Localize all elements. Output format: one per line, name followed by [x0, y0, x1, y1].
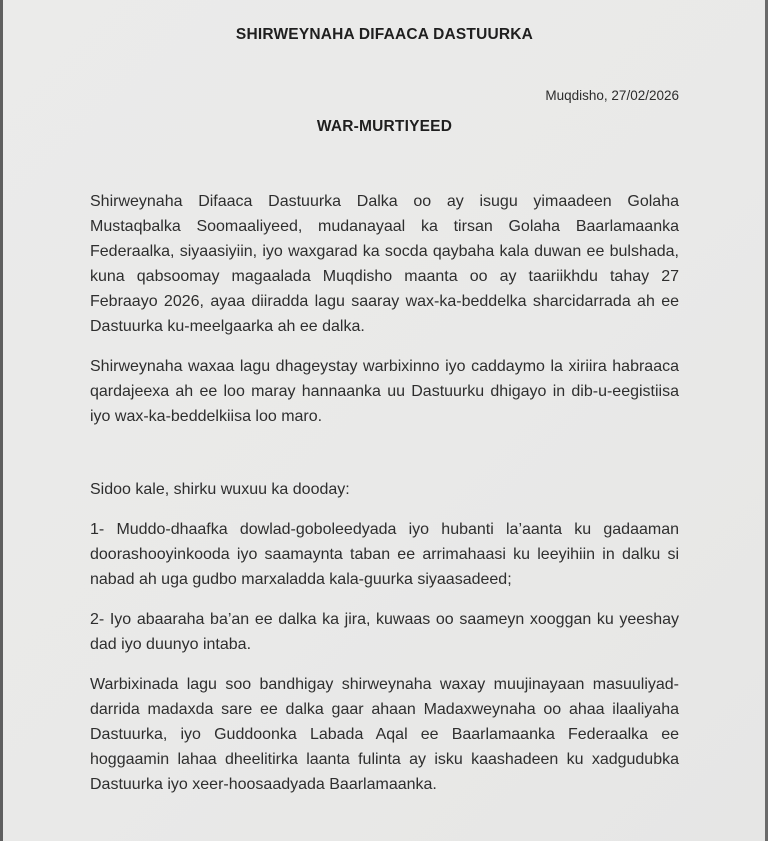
dateline: Muqdisho, 27/02/2026 [545, 88, 679, 103]
paragraph-hearings: Shirweynaha waxaa lagu dhageystay warbixinno iyo caddaymo la xiriira habraaca qardajeexa ah ee loo maray hannaanka uu Dastuurku dhigayo in dib-u-eegistiisa iyo wax-ka-beddelkiisa loo maro. [90, 358, 679, 425]
paragraph-section-intro: Sidoo kale, shirku wuxuu ka dooday: [90, 481, 350, 498]
document-title: SHIRWEYNAHA DIFAACA DASTUURKA [235, 26, 534, 43]
document-content [3, 0, 765, 841]
paragraph-opening: Shirweynaha Difaaca Dastuurka Dalka oo ay isugu yimaadeen Golaha Mustaqbalka Soomaaliyeed, mudanayaal ka tirsan Golaha Baarlamaanka Federaalka, siyaasiyiin, iyo waxgarad ka socda qaybaha kala duwan ee bulshada, kuna qabsoomay magaalada Muqdisho maanta oo ay taariikhdu tahay 27 Febraayo 2026, ayaa diiradda lagu saaray wax-ka-beddelka sharcidarrada ah ee Dastuurka ku-meelgaarka ah ee dalka. [90, 193, 679, 335]
paragraph-closing: Warbixinada lagu soo bandhigay shirweynaha waxay muujinayaan masuuliyad-darrida madaxda sare ee dalka gaar ahaan Madaxweynaha oo ahaa ilaaliyaha Dastuurka, iyo Guddoonka Labada Aqal ee Baarlamaanka Federaalka ee hoggaamin lahaa dheelitirka laanta fulinta ay isku kaashadeen ku xadgudubka Dastuurka iyo xeer-hoosaadyada Baarlamaanka. [90, 676, 679, 793]
document-body [90, 189, 679, 797]
paragraph-item-2: 2- Iyo abaaraha ba’an ee dalka ka jira, kuwaas oo saameyn xooggan ku yeeshay dad iyo duunyo intaba. [90, 611, 679, 653]
paragraph-item-1: 1- Muddo-dhaafka dowlad-goboleedyada iyo hubanti la’aanta ku gadaaman doorashooyinkooda iyo saamaynta taban ee arrimahaasi ku leeyihiin in dalku si nabad ah uga gudbo marxaladda kala-guurka siyaasadeed; [90, 521, 679, 588]
document-subtitle: WAR-MURTIYEED [316, 118, 453, 135]
